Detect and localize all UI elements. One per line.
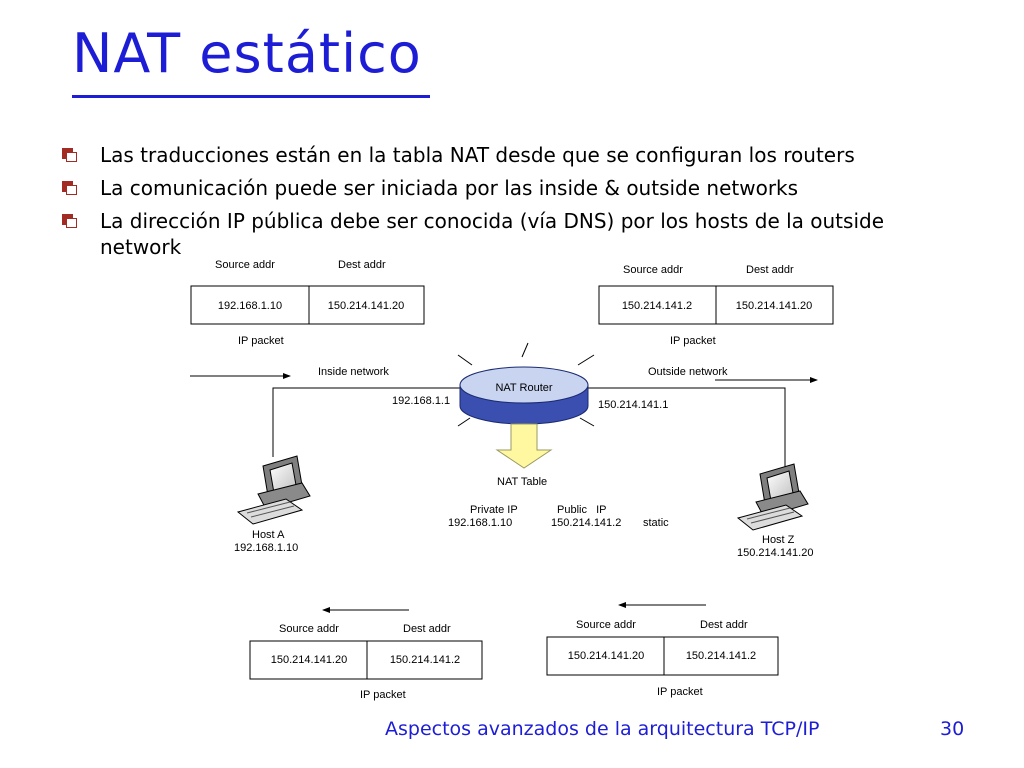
- packet-dst-value: 150.214.141.20: [735, 300, 813, 312]
- router-label: NAT Router: [495, 382, 553, 394]
- router-outside-ip: 150.214.141.1: [598, 399, 669, 411]
- nat-table-title: NAT Table: [497, 476, 548, 488]
- packet-src-header: Source addr: [576, 619, 636, 631]
- host-z-name: Host Z: [762, 534, 795, 546]
- packet-dst-header: Dest addr: [338, 259, 386, 271]
- packet-src-value: 192.168.1.10: [217, 300, 283, 312]
- nat-col-private: Private IP: [470, 504, 518, 516]
- host-a-name: Host A: [252, 529, 285, 541]
- packet-src-value: 150.214.141.20: [270, 654, 348, 666]
- packet-src-value: 150.214.141.20: [567, 650, 645, 662]
- packet-src-header: Source addr: [623, 264, 683, 276]
- nat-type: static: [643, 517, 669, 529]
- router-icon: [458, 343, 594, 426]
- packet-a-in: [250, 623, 482, 701]
- bullet-text: Las traducciones están en la tabla NAT desde que se configuran los routers: [100, 143, 855, 167]
- inside-network-label: Inside network: [318, 366, 389, 378]
- packet-dst-header: Dest addr: [700, 619, 748, 631]
- nat-col-public: Public IP: [557, 504, 607, 516]
- bullet-text: La comunicación puede ser iniciada por las inside & outside networks: [100, 176, 799, 200]
- packet-dst-header: Dest addr: [746, 264, 794, 276]
- packet-dst-header: Dest addr: [403, 623, 451, 635]
- packet-src-header: Source addr: [215, 259, 275, 271]
- bullet-text: La dirección IP pública debe ser conocida (vía DNS) por los hosts de la outside network: [100, 209, 885, 259]
- nat-private-ip: 192.168.1.10: [448, 517, 513, 529]
- outside-network-label: Outside network: [648, 366, 728, 378]
- packet-z-out: [547, 619, 778, 698]
- packet-dst-value: 150.214.141.2: [389, 654, 461, 666]
- packet-a-out: [191, 259, 424, 347]
- packet-src-header: Source addr: [279, 623, 339, 635]
- packet-src-value: 150.214.141.2: [621, 300, 693, 312]
- page-number: 30: [940, 718, 965, 740]
- host-a-ip: 192.168.1.10: [234, 542, 299, 554]
- packet-caption: IP packet: [238, 335, 284, 347]
- nat-public-ip: 150.214.141.2: [551, 517, 622, 529]
- packet-caption: IP packet: [360, 689, 406, 701]
- computer-icon: [738, 464, 808, 530]
- packet-dst-value: 150.214.141.20: [327, 300, 405, 312]
- arrow-down-icon: [497, 424, 551, 468]
- slide-title: NAT estático: [72, 22, 422, 85]
- packet-caption: IP packet: [657, 686, 703, 698]
- host-z-ip: 150.214.141.20: [737, 547, 814, 559]
- router-inside-ip: 192.168.1.1: [392, 395, 451, 407]
- computer-icon: [238, 456, 310, 524]
- footer-text: Aspectos avanzados de la arquitectura TCP/IP: [385, 718, 820, 740]
- packet-dst-value: 150.214.141.2: [685, 650, 757, 662]
- packet-caption: IP packet: [670, 335, 716, 347]
- nat-table: [448, 476, 669, 529]
- packet-z-in: [599, 264, 833, 347]
